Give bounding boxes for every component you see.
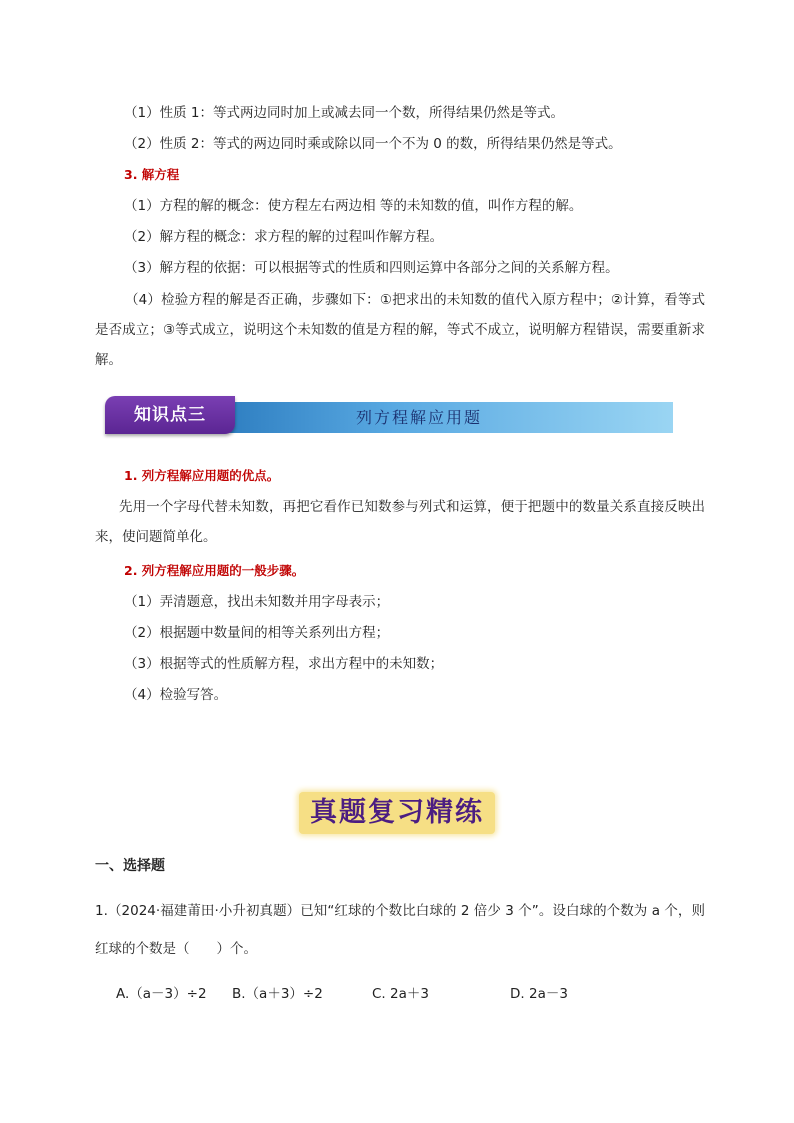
list-item: （1）方程的解的概念：使方程左右两边相 等的未知数的值，叫作方程的解。	[124, 198, 583, 214]
review-title: 真题复习精练	[310, 797, 484, 828]
list-item: （4）检验写答。	[124, 687, 228, 703]
steps-heading: 2. 列方程解应用题的一般步骤。	[124, 563, 305, 578]
advantages-heading: 1. 列方程解应用题的优点。	[124, 468, 280, 483]
review-title-box	[299, 792, 495, 834]
question-1-text: 1.（2024·福建莆田·小升初真题）已知“红球的个数比白球的 2 倍少 3 个”。设白球的个数为 a 个，则红球的个数是（ ）个。	[95, 903, 705, 957]
section-heading-solve-equation: 3. 解方程	[124, 167, 180, 182]
option-b: B.（a＋3）÷2	[232, 986, 323, 1002]
property-2-text: （2）性质 2：等式的两边同时乘或除以同一个不为 0 的数，所得结果仍然是等式。	[124, 136, 622, 152]
list-item: （2）解方程的概念：求方程的解的过程叫作解方程。	[124, 229, 444, 245]
option-c: C. 2a＋3	[372, 986, 429, 1002]
list-item: （1）弄清题意，找出未知数并用字母表示；	[124, 594, 390, 610]
advantages-paragraph: 先用一个字母代替未知数，再把它看作已知数参与列式和运算，便于把题中的数量关系直接反映出来，使问题简单化。	[95, 499, 705, 545]
choice-section-heading: 一、选择题	[95, 858, 165, 874]
list-item: （2）根据题中数量间的相等关系列出方程；	[124, 625, 390, 641]
verification-steps-paragraph: （4）检验方程的解是否正确，步骤如下：①把求出的未知数的值代入原方程中；②计算，看等式是否成立；③等式成立，说明这个未知数的值是方程的解，等式不成立，说明解方程错误，需要重新求解。	[95, 292, 705, 368]
option-d: D. 2a－3	[510, 986, 568, 1002]
knowledge-point-banner	[105, 396, 673, 436]
list-item: （3）根据等式的性质解方程，求出方程中的未知数；	[124, 656, 444, 672]
banner-title: 列方程解应用题	[355, 408, 482, 427]
list-item: （3）解方程的依据：可以根据等式的性质和四则运算中各部分之间的关系解方程。	[124, 260, 619, 276]
option-a: A.（a－3）÷2	[116, 986, 207, 1002]
banner-tab-label: 知识点三	[105, 396, 235, 434]
property-1-text: （1）性质 1：等式两边同时加上或减去同一个数，所得结果仍然是等式。	[124, 105, 564, 121]
